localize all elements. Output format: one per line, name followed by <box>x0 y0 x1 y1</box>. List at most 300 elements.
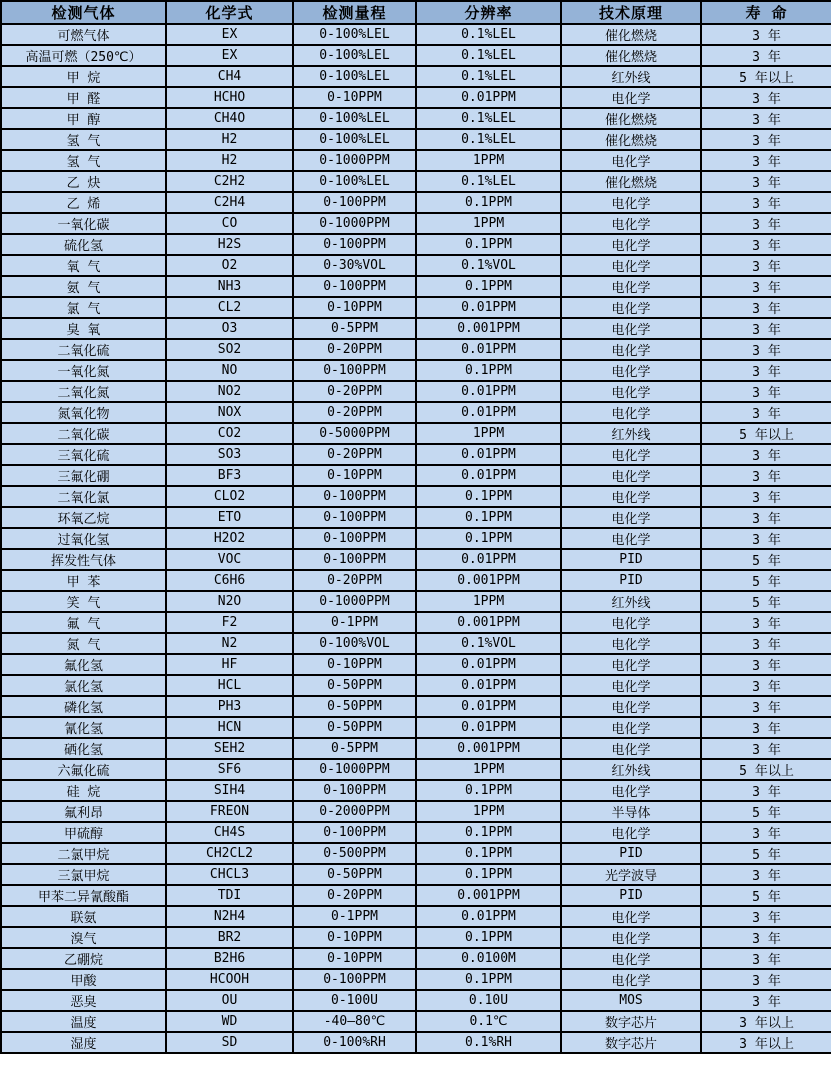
table-cell: 0-100PPM <box>293 486 416 507</box>
table-cell: 0.01PPM <box>416 906 561 927</box>
table-cell: 电化学 <box>561 717 701 738</box>
table-cell: 0-20PPM <box>293 885 416 906</box>
table-cell: 0-50PPM <box>293 675 416 696</box>
table-cell: 红外线 <box>561 759 701 780</box>
table-cell: 3 年 <box>701 864 831 885</box>
table-cell: 甲 烷 <box>1 66 166 87</box>
column-header: 检测气体 <box>1 1 166 24</box>
table-cell: 3 年 <box>701 633 831 654</box>
table-cell: 电化学 <box>561 780 701 801</box>
table-cell: 甲酸 <box>1 969 166 990</box>
table-row <box>1 738 831 759</box>
table-cell: 电化学 <box>561 339 701 360</box>
table-cell: 0-1PPM <box>293 612 416 633</box>
table-cell: 0.1℃ <box>416 1011 561 1032</box>
table-cell: 氧 气 <box>1 255 166 276</box>
table-cell: 0.1PPM <box>416 192 561 213</box>
table-cell: CO <box>166 213 293 234</box>
table-row <box>1 150 831 171</box>
table-cell: 0-100%VOL <box>293 633 416 654</box>
table-cell: 3 年 <box>701 171 831 192</box>
table-cell: 0-10PPM <box>293 948 416 969</box>
table-cell: 0-1PPM <box>293 906 416 927</box>
table-cell: 3 年 <box>701 255 831 276</box>
table-row <box>1 1032 831 1053</box>
table-cell: 0-100%LEL <box>293 45 416 66</box>
table-cell: 3 年 <box>701 45 831 66</box>
table-cell: 5 年 <box>701 885 831 906</box>
table-row <box>1 318 831 339</box>
table-cell: 3 年 <box>701 927 831 948</box>
table-cell: 电化学 <box>561 612 701 633</box>
table-cell: 0-10PPM <box>293 297 416 318</box>
table-cell: 3 年 <box>701 948 831 969</box>
table-row <box>1 927 831 948</box>
table-cell: 电化学 <box>561 297 701 318</box>
table-row <box>1 885 831 906</box>
table-cell: 3 年 <box>701 444 831 465</box>
table-cell: 0.01PPM <box>416 444 561 465</box>
table-cell: 3 年 <box>701 507 831 528</box>
table-cell: FREON <box>166 801 293 822</box>
table-cell: 0-100PPM <box>293 234 416 255</box>
table-cell: CLO2 <box>166 486 293 507</box>
table-cell: EX <box>166 24 293 45</box>
table-cell: 0.1PPM <box>416 234 561 255</box>
table-cell: 0.1%VOL <box>416 255 561 276</box>
table-cell: 催化燃烧 <box>561 108 701 129</box>
table-row <box>1 780 831 801</box>
table-cell: 0.001PPM <box>416 738 561 759</box>
table-cell: 0-1000PPM <box>293 591 416 612</box>
table-row <box>1 66 831 87</box>
table-row <box>1 381 831 402</box>
table-cell: 电化学 <box>561 948 701 969</box>
table-cell: 氢 气 <box>1 129 166 150</box>
table-row <box>1 45 831 66</box>
table-cell: 0.1%LEL <box>416 45 561 66</box>
table-cell: 3 年 <box>701 234 831 255</box>
table-cell: 3 年 <box>701 318 831 339</box>
table-cell: 笑 气 <box>1 591 166 612</box>
table-cell: 5 年 <box>701 843 831 864</box>
table-cell: 氨 气 <box>1 276 166 297</box>
table-cell: 氰化氢 <box>1 717 166 738</box>
table-cell: -40—80℃ <box>293 1011 416 1032</box>
table-cell: 0-100PPM <box>293 780 416 801</box>
table-cell: 电化学 <box>561 633 701 654</box>
table-cell: 联氨 <box>1 906 166 927</box>
table-cell: 3 年 <box>701 108 831 129</box>
table-cell: HF <box>166 654 293 675</box>
table-cell: 3 年 <box>701 339 831 360</box>
table-cell: 0.01PPM <box>416 339 561 360</box>
table-cell: 3 年 <box>701 654 831 675</box>
table-cell: HCN <box>166 717 293 738</box>
table-cell: 3 年 <box>701 780 831 801</box>
table-cell: 3 年 <box>701 990 831 1011</box>
table-row <box>1 234 831 255</box>
table-cell: 1PPM <box>416 423 561 444</box>
table-cell: 0.1PPM <box>416 969 561 990</box>
table-cell: 0.1PPM <box>416 843 561 864</box>
table-cell: 硅 烷 <box>1 780 166 801</box>
table-cell: 0.01PPM <box>416 696 561 717</box>
table-cell: 0.1%LEL <box>416 129 561 150</box>
table-cell: O3 <box>166 318 293 339</box>
table-row <box>1 948 831 969</box>
table-cell: 3 年 <box>701 192 831 213</box>
table-cell: 0.001PPM <box>416 318 561 339</box>
table-row <box>1 297 831 318</box>
table-row <box>1 360 831 381</box>
table-cell: SO2 <box>166 339 293 360</box>
table-cell: 0.0100M <box>416 948 561 969</box>
table-cell: 3 年 <box>701 738 831 759</box>
table-cell: 数字芯片 <box>561 1032 701 1053</box>
table-cell: 0-100%LEL <box>293 129 416 150</box>
table-cell: 0.1PPM <box>416 276 561 297</box>
table-cell: 环氧乙烷 <box>1 507 166 528</box>
table-cell: 硫化氢 <box>1 234 166 255</box>
table-cell: 臭 氧 <box>1 318 166 339</box>
table-cell: 氯化氢 <box>1 675 166 696</box>
table-cell: 3 年 <box>701 696 831 717</box>
table-cell: 电化学 <box>561 402 701 423</box>
table-cell: 0-2000PPM <box>293 801 416 822</box>
table-cell: HCOOH <box>166 969 293 990</box>
table-row <box>1 612 831 633</box>
table-cell: 乙 炔 <box>1 171 166 192</box>
table-cell: 恶臭 <box>1 990 166 1011</box>
table-cell: 湿度 <box>1 1032 166 1053</box>
table-cell: SF6 <box>166 759 293 780</box>
table-cell: 0.10U <box>416 990 561 1011</box>
table-cell: 电化学 <box>561 486 701 507</box>
table-cell: NH3 <box>166 276 293 297</box>
table-cell: 0.01PPM <box>416 654 561 675</box>
column-header: 检测量程 <box>293 1 416 24</box>
table-row <box>1 528 831 549</box>
table-cell: 3 年 <box>701 150 831 171</box>
table-cell: MOS <box>561 990 701 1011</box>
table-cell: 0.1PPM <box>416 507 561 528</box>
table-cell: F2 <box>166 612 293 633</box>
table-cell: 二氧化氮 <box>1 381 166 402</box>
table-row <box>1 444 831 465</box>
table-cell: 0.1%LEL <box>416 24 561 45</box>
table-cell: H2S <box>166 234 293 255</box>
table-cell: 乙 烯 <box>1 192 166 213</box>
table-cell: 0.001PPM <box>416 885 561 906</box>
table-cell: 可燃气体 <box>1 24 166 45</box>
table-row <box>1 1011 831 1032</box>
table-row <box>1 822 831 843</box>
table-cell: 氯 气 <box>1 297 166 318</box>
table-cell: 3 年 <box>701 129 831 150</box>
table-cell: 催化燃烧 <box>561 129 701 150</box>
table-cell: 3 年以上 <box>701 1011 831 1032</box>
table-cell: 0.01PPM <box>416 297 561 318</box>
table-cell: PID <box>561 843 701 864</box>
table-cell: 三氧化硫 <box>1 444 166 465</box>
table-cell: H2O2 <box>166 528 293 549</box>
table-cell: EX <box>166 45 293 66</box>
table-row <box>1 675 831 696</box>
table-cell: 甲 醛 <box>1 87 166 108</box>
table-cell: 电化学 <box>561 675 701 696</box>
table-cell: 高温可燃（250℃） <box>1 45 166 66</box>
table-cell: H2 <box>166 150 293 171</box>
table-cell: 0.01PPM <box>416 675 561 696</box>
table-cell: PID <box>561 885 701 906</box>
table-cell: 0-20PPM <box>293 570 416 591</box>
table-cell: N2 <box>166 633 293 654</box>
table-cell: 数字芯片 <box>561 1011 701 1032</box>
table-cell: 二氧化氯 <box>1 486 166 507</box>
table-cell: 电化学 <box>561 213 701 234</box>
table-cell: 红外线 <box>561 591 701 612</box>
table-cell: 3 年 <box>701 717 831 738</box>
column-header: 化学式 <box>166 1 293 24</box>
table-cell: 0-100PPM <box>293 507 416 528</box>
table-cell: 三氟化硼 <box>1 465 166 486</box>
table-cell: SIH4 <box>166 780 293 801</box>
table-cell: NO <box>166 360 293 381</box>
table-row <box>1 255 831 276</box>
table-cell: NO2 <box>166 381 293 402</box>
table-cell: 5 年 <box>701 570 831 591</box>
table-cell: 0.1PPM <box>416 927 561 948</box>
table-cell: 催化燃烧 <box>561 24 701 45</box>
table-cell: 0-50PPM <box>293 864 416 885</box>
table-cell: 1PPM <box>416 213 561 234</box>
table-cell: 0-1000PPM <box>293 213 416 234</box>
table-cell: PID <box>561 570 701 591</box>
table-cell: 0-100PPM <box>293 549 416 570</box>
table-cell: 0-50PPM <box>293 717 416 738</box>
table-cell: 甲硫醇 <box>1 822 166 843</box>
table-cell: CH4O <box>166 108 293 129</box>
table-cell: 0-20PPM <box>293 402 416 423</box>
table-row <box>1 843 831 864</box>
table-cell: 电化学 <box>561 465 701 486</box>
table-cell: 0.001PPM <box>416 612 561 633</box>
table-cell: 3 年 <box>701 906 831 927</box>
table-cell: 3 年 <box>701 24 831 45</box>
table-cell: 0-5PPM <box>293 318 416 339</box>
table-cell: 甲苯二异氰酸酯 <box>1 885 166 906</box>
table-cell: PH3 <box>166 696 293 717</box>
column-header: 分辨率 <box>416 1 561 24</box>
table-cell: 0.001PPM <box>416 570 561 591</box>
table-cell: 0.1PPM <box>416 780 561 801</box>
table-cell: 0.1PPM <box>416 822 561 843</box>
table-cell: C6H6 <box>166 570 293 591</box>
table-cell: 3 年 <box>701 486 831 507</box>
table-cell: 3 年 <box>701 402 831 423</box>
table-cell: 5 年以上 <box>701 759 831 780</box>
table-cell: 磷化氢 <box>1 696 166 717</box>
table-cell: 5 年以上 <box>701 66 831 87</box>
table-cell: 0-10PPM <box>293 465 416 486</box>
table-cell: 半导体 <box>561 801 701 822</box>
table-cell: 0.1%RH <box>416 1032 561 1053</box>
table-cell: 0-100%LEL <box>293 66 416 87</box>
table-cell: 电化学 <box>561 360 701 381</box>
table-cell: ETO <box>166 507 293 528</box>
table-row <box>1 549 831 570</box>
table-cell: 0-100%LEL <box>293 171 416 192</box>
column-header: 寿 命 <box>701 1 831 24</box>
table-cell: 电化学 <box>561 654 701 675</box>
table-row <box>1 108 831 129</box>
table-cell: 0-20PPM <box>293 381 416 402</box>
table-cell: 电化学 <box>561 318 701 339</box>
table-cell: 溴气 <box>1 927 166 948</box>
table-cell: 0-100PPM <box>293 192 416 213</box>
table-cell: 0-10PPM <box>293 654 416 675</box>
table-cell: 电化学 <box>561 276 701 297</box>
table-cell: 0-20PPM <box>293 444 416 465</box>
table-cell: 3 年 <box>701 612 831 633</box>
table-cell: 0.01PPM <box>416 717 561 738</box>
table-cell: 0-1000PPM <box>293 759 416 780</box>
table-cell: 一氧化氮 <box>1 360 166 381</box>
table-cell: 0-10PPM <box>293 927 416 948</box>
table-cell: 0.01PPM <box>416 381 561 402</box>
table-row <box>1 24 831 45</box>
table-cell: 电化学 <box>561 150 701 171</box>
table-cell: 0-100%RH <box>293 1032 416 1053</box>
table-cell: 三氯甲烷 <box>1 864 166 885</box>
table-cell: 催化燃烧 <box>561 171 701 192</box>
table-cell: 氮氧化物 <box>1 402 166 423</box>
table-row <box>1 276 831 297</box>
table-cell: O2 <box>166 255 293 276</box>
table-cell: 电化学 <box>561 738 701 759</box>
table-cell: 3 年 <box>701 969 831 990</box>
table-row <box>1 969 831 990</box>
table-cell: 0.1PPM <box>416 360 561 381</box>
table-cell: 5 年 <box>701 591 831 612</box>
table-cell: 1PPM <box>416 801 561 822</box>
table-cell: 电化学 <box>561 87 701 108</box>
table-cell: 1PPM <box>416 150 561 171</box>
table-cell: H2 <box>166 129 293 150</box>
table-cell: 3 年以上 <box>701 1032 831 1053</box>
table-cell: HCL <box>166 675 293 696</box>
table-cell: 0.1PPM <box>416 864 561 885</box>
table-cell: 电化学 <box>561 696 701 717</box>
table-cell: 3 年 <box>701 528 831 549</box>
table-cell: 氟 气 <box>1 612 166 633</box>
table-cell: 0-100PPM <box>293 360 416 381</box>
table-cell: 3 年 <box>701 675 831 696</box>
table-cell: 氮 气 <box>1 633 166 654</box>
table-cell: 温度 <box>1 1011 166 1032</box>
table-row <box>1 129 831 150</box>
table-cell: 0.1PPM <box>416 528 561 549</box>
table-cell: 六氟化硫 <box>1 759 166 780</box>
table-cell: CH4S <box>166 822 293 843</box>
table-cell: 电化学 <box>561 255 701 276</box>
table-cell: 0.01PPM <box>416 87 561 108</box>
table-cell: BR2 <box>166 927 293 948</box>
table-cell: C2H2 <box>166 171 293 192</box>
table-row <box>1 570 831 591</box>
table-cell: 氢 气 <box>1 150 166 171</box>
table-row <box>1 507 831 528</box>
table-cell: 0-100%LEL <box>293 24 416 45</box>
table-cell: 0-100%LEL <box>293 108 416 129</box>
table-cell: SO3 <box>166 444 293 465</box>
table-cell: 0-100PPM <box>293 969 416 990</box>
table-row <box>1 486 831 507</box>
table-row <box>1 87 831 108</box>
table-cell: BF3 <box>166 465 293 486</box>
table-cell: 甲 醇 <box>1 108 166 129</box>
table-cell: 电化学 <box>561 906 701 927</box>
table-cell: 电化学 <box>561 528 701 549</box>
table-cell: 挥发性气体 <box>1 549 166 570</box>
table-cell: 0-10PPM <box>293 87 416 108</box>
table-cell: SEH2 <box>166 738 293 759</box>
table-cell: 3 年 <box>701 276 831 297</box>
table-cell: 催化燃烧 <box>561 45 701 66</box>
table-cell: OU <box>166 990 293 1011</box>
table-cell: 0.1%LEL <box>416 108 561 129</box>
table-cell: 0-100PPM <box>293 822 416 843</box>
table-cell: 3 年 <box>701 822 831 843</box>
table-row <box>1 633 831 654</box>
table-row <box>1 801 831 822</box>
table-cell: 二氧化碳 <box>1 423 166 444</box>
table-row <box>1 696 831 717</box>
table-cell: 光学波导 <box>561 864 701 885</box>
table-cell: 0.1%LEL <box>416 66 561 87</box>
table-cell: 1PPM <box>416 591 561 612</box>
table-cell: 乙硼烷 <box>1 948 166 969</box>
table-cell: 0-100PPM <box>293 276 416 297</box>
table-cell: 氟利昂 <box>1 801 166 822</box>
table-cell: 电化学 <box>561 444 701 465</box>
table-cell: 电化学 <box>561 969 701 990</box>
table-cell: 电化学 <box>561 822 701 843</box>
table-cell: 电化学 <box>561 234 701 255</box>
table-cell: 氟化氢 <box>1 654 166 675</box>
table-cell: NOX <box>166 402 293 423</box>
table-cell: 5 年 <box>701 549 831 570</box>
table-cell: CHCL3 <box>166 864 293 885</box>
table-cell: 过氧化氢 <box>1 528 166 549</box>
table-row <box>1 339 831 360</box>
table-cell: 电化学 <box>561 507 701 528</box>
table-cell: 0-100PPM <box>293 528 416 549</box>
table-cell: 1PPM <box>416 759 561 780</box>
table-row <box>1 717 831 738</box>
table-cell: CO2 <box>166 423 293 444</box>
table-cell: CH4 <box>166 66 293 87</box>
table-row <box>1 990 831 1011</box>
table-cell: 电化学 <box>561 381 701 402</box>
table-cell: 二氧化硫 <box>1 339 166 360</box>
table-cell: B2H6 <box>166 948 293 969</box>
header-row <box>1 1 831 24</box>
table-cell: 0.1PPM <box>416 486 561 507</box>
table-row <box>1 906 831 927</box>
table-cell: 0-500PPM <box>293 843 416 864</box>
